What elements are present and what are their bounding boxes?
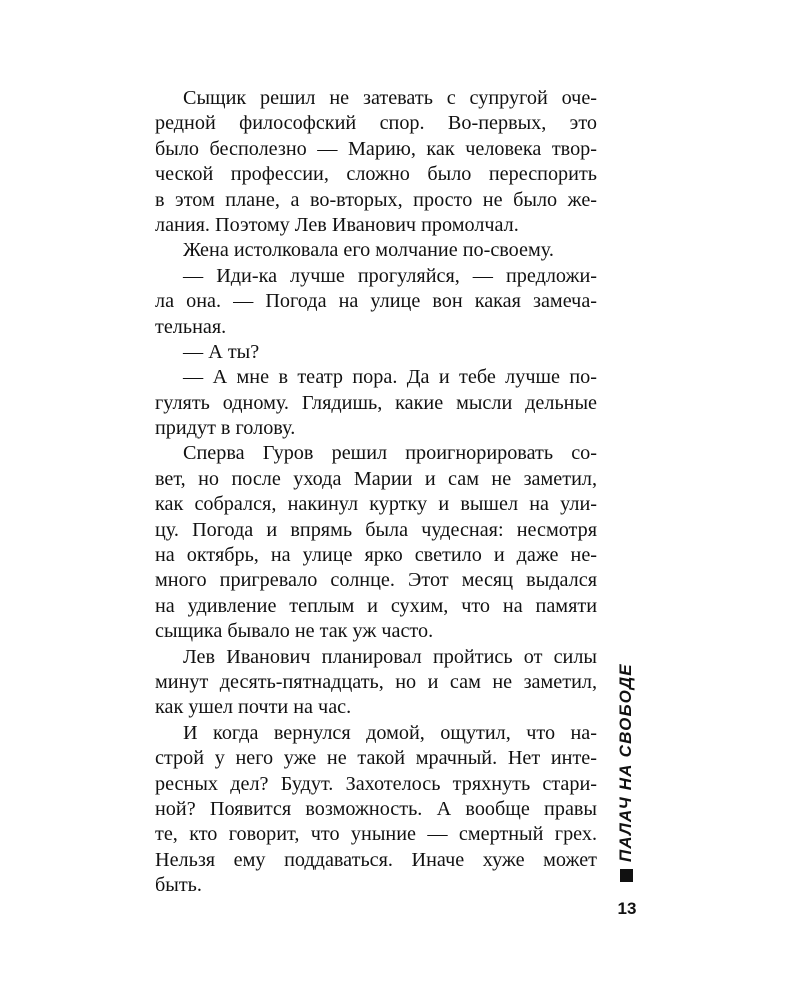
text-line: много пригревало солнце. Этот месяц выдался	[155, 569, 597, 592]
text-line: в этом плане, а во-вторых, просто не было же-	[155, 188, 597, 211]
text-line: Сперва Гуров решил проигнорировать со-	[183, 442, 597, 465]
text-line: сыщика бывало не так уж часто.	[155, 620, 434, 643]
text-line: как ушел почти на час.	[155, 696, 352, 719]
running-title: ПАЛАЧ НА СВОБОДЕ	[616, 663, 635, 862]
text-line: ресных дел? Будут. Захотелось тряхнуть стари-	[155, 772, 597, 795]
page-number: 13	[617, 899, 637, 918]
text-line: И когда вернулся домой, ощутил, что на-	[183, 721, 597, 744]
text-line: на октябрь, на улице ярко светило и даже не-	[155, 544, 597, 567]
body-text	[155, 86, 597, 899]
text-line: Нельзя ему поддаваться. Иначе хуже может	[155, 848, 597, 871]
text-line: гулять одному. Глядишь, какие мысли дельные	[155, 391, 597, 414]
text-line: как собрался, накинул куртку и вышел на ули-	[155, 493, 597, 516]
text-line: было бесполезно — Марию, как человека твор-	[155, 137, 597, 160]
text-line: придут в голову.	[155, 417, 296, 440]
text-line: — А ты?	[183, 340, 260, 363]
text-line: Жена истолковала его молчание по-своему.	[183, 239, 554, 262]
text-line: Сыщик решил не затевать с супругой оче-	[183, 87, 597, 109]
text-line: цу. Погода и впрямь была чудесная: несмотря	[155, 518, 597, 541]
text-line: ла она. — Погода на улице вон какая замеча-	[155, 290, 597, 313]
text-line: редной философский спор. Во-первых, это	[155, 112, 597, 135]
text-line: минут десять-пятнадцать, но и сам не заметил,	[155, 670, 597, 693]
text-line: строй у него уже не такой мрачный. Нет инте-	[155, 747, 597, 770]
text-line: лания. Поэтому Лев Иванович промолчал.	[155, 213, 519, 236]
text-line: — Иди-ка лучше прогуляйся, — предложи-	[183, 264, 597, 287]
text-line: — А мне в театр пора. Да и тебе лучше по-	[183, 366, 597, 389]
text-line: тельная.	[155, 315, 227, 338]
text-line: те, кто говорит, что уныние — смертный грех.	[155, 823, 597, 846]
text-line: вет, но после ухода Марии и сам не заметил,	[155, 467, 597, 490]
text-line: быть.	[155, 874, 202, 897]
square-marker-icon	[620, 869, 633, 882]
text-line: на удивление теплым и сухим, что на памяти	[155, 594, 597, 617]
text-line: ческой профессии, сложно было переспорить	[155, 163, 597, 186]
text-line: Лев Иванович планировал пройтись от силы	[183, 645, 597, 668]
text-line: ной? Появится возможность. А вообще правы	[155, 797, 597, 820]
